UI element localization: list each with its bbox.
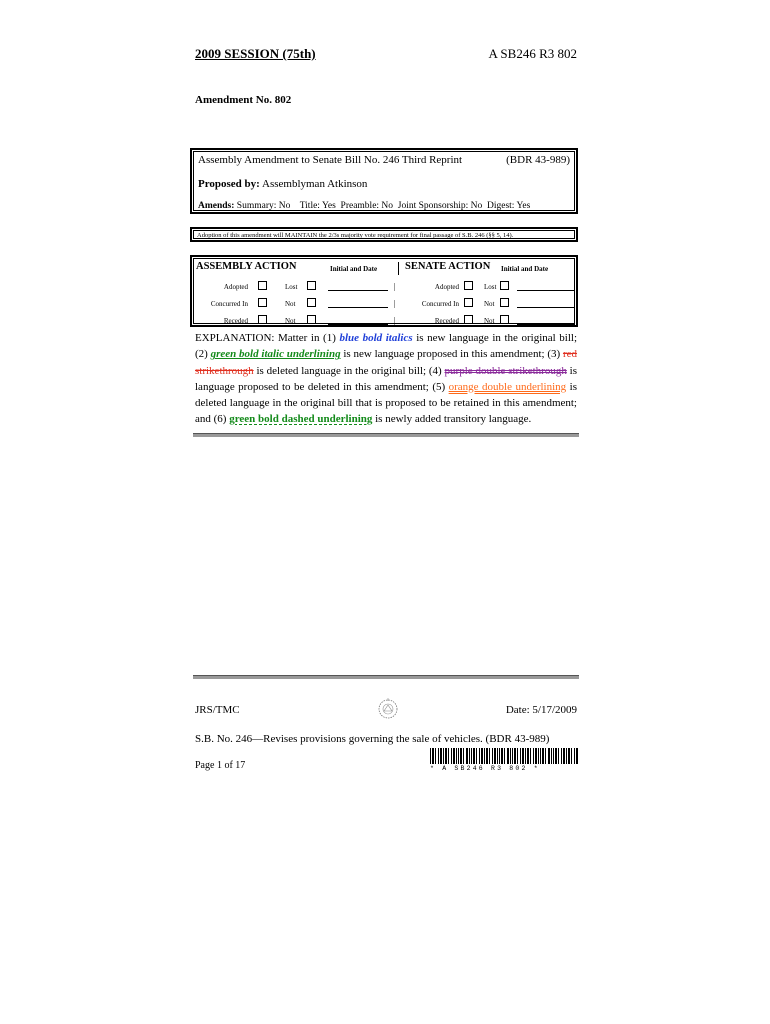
explanation-green-dashed-sample: green bold dashed underlining: [229, 413, 373, 426]
proposed-value: Assemblyman Atkinson: [262, 178, 368, 190]
assembly-action-title: ASSEMBLY ACTION: [196, 261, 297, 272]
senate-concurred-checkbox[interactable]: [464, 298, 473, 307]
explanation-text: is newly added transitory language.: [372, 413, 532, 426]
assembly-not-checkbox[interactable]: [307, 298, 316, 307]
assembly-receded-checkbox[interactable]: [258, 315, 267, 324]
senate-receded-checkbox[interactable]: [464, 315, 473, 324]
bdr-number: (BDR 43-989): [506, 154, 570, 166]
section-divider-bottom: [193, 675, 579, 679]
assembly-not-label: Not: [285, 317, 296, 325]
explanation-text: is language proposed to be deleted in this amendment; (5): [195, 364, 578, 393]
explanation-paragraph: [195, 330, 577, 428]
proposed-by: [198, 178, 367, 190]
explanation-text: is new language in the original bill; (2): [195, 332, 577, 361]
assembly-adopted-label: Adopted: [223, 283, 248, 291]
explanation-purple-sample: purple double strikethrough: [444, 364, 567, 377]
senate-lost-label: Lost: [484, 283, 497, 291]
pipe-separator: |: [394, 316, 396, 325]
assembly-initial-line[interactable]: [328, 307, 388, 308]
page-number: Page 1 of 17: [195, 760, 246, 771]
senate-initial-line[interactable]: [517, 324, 575, 325]
explanation-text: is new language proposed in this amendment; (3): [340, 348, 563, 361]
action-divider: [398, 262, 399, 275]
session-label: 2009 SESSION (75th): [195, 46, 316, 61]
assembly-initial-line[interactable]: [328, 324, 388, 325]
explanation-text: EXPLANATION: Matter in (1): [195, 332, 340, 344]
barcode-icon: [430, 748, 578, 764]
senate-not-checkbox[interactable]: [500, 315, 509, 324]
drafter-initials: JRS/TMC: [195, 704, 240, 716]
senate-concurred-label: Concurred In: [421, 300, 459, 308]
senate-action-title: SENATE ACTION: [405, 261, 491, 272]
senate-initial-date-label: Initial and Date: [501, 265, 549, 273]
amendment-number: Amendment No. 802: [195, 94, 292, 106]
explanation-green-sample: green bold italic underlining: [210, 348, 341, 361]
assembly-initial-date-label: Initial and Date: [330, 265, 378, 273]
senate-lost-checkbox[interactable]: [500, 281, 509, 290]
bill-code: A SB246 R3 802: [488, 46, 577, 61]
explanation-red-sample: red strikethrough: [195, 348, 577, 377]
pipe-separator: |: [394, 282, 396, 291]
assembly-lost-label: Lost: [285, 283, 298, 291]
action-box: [190, 255, 578, 327]
assembly-not-label: Not: [285, 300, 296, 308]
barcode-text: * A SB246 R3 802 *: [430, 765, 540, 772]
senate-adopted-checkbox[interactable]: [464, 281, 473, 290]
amends-label: Amends:: [198, 201, 235, 211]
explanation-text: is deleted language in the original bill that is proposed to be retained in this amendment; and (6): [195, 380, 577, 426]
senate-not-checkbox[interactable]: [500, 298, 509, 307]
bill-summary: S.B. No. 246—Revises provisions governing the sale of vehicles. (BDR 43-989): [195, 733, 550, 745]
adoption-notice: Adoption of this amendment will MAINTAIN the 2/3s majority vote requirement for final passage of S.B. 246 (§§ 5, 14).: [197, 232, 514, 239]
amends-line: [198, 201, 530, 211]
senate-initial-line[interactable]: [517, 290, 575, 291]
assembly-not-checkbox[interactable]: [307, 315, 316, 324]
pipe-separator: |: [394, 299, 396, 308]
assembly-concurred-checkbox[interactable]: [258, 298, 267, 307]
assembly-receded-label: Receded: [223, 317, 248, 325]
senate-not-label: Not: [484, 317, 495, 325]
senate-initial-line[interactable]: [517, 307, 575, 308]
assembly-lost-checkbox[interactable]: [307, 281, 316, 290]
amendment-title: Assembly Amendment to Senate Bill No. 246 Third Reprint: [198, 154, 463, 166]
proposed-label: Proposed by:: [198, 178, 260, 190]
explanation-blue-sample: blue bold italics: [339, 332, 413, 344]
explanation-text: is deleted language in the original bill; (4): [253, 364, 445, 377]
senate-adopted-label: Adopted: [434, 283, 459, 291]
assembly-concurred-label: Concurred In: [210, 300, 248, 308]
assembly-adopted-checkbox[interactable]: [258, 281, 267, 290]
explanation-orange-sample: orange double underlining: [448, 380, 567, 393]
summary-box: [190, 148, 578, 214]
adoption-notice-box: [190, 227, 578, 242]
assembly-initial-line[interactable]: [328, 290, 388, 291]
amends-value: Summary: No Title: Yes Preamble: No Joint Sponsorship: No Digest: Yes: [236, 201, 531, 211]
section-divider-top: [193, 433, 579, 437]
state-seal-icon: [377, 696, 399, 727]
amendment-date: Date: 5/17/2009: [505, 704, 577, 716]
senate-receded-label: Receded: [434, 317, 459, 325]
senate-not-label: Not: [484, 300, 495, 308]
